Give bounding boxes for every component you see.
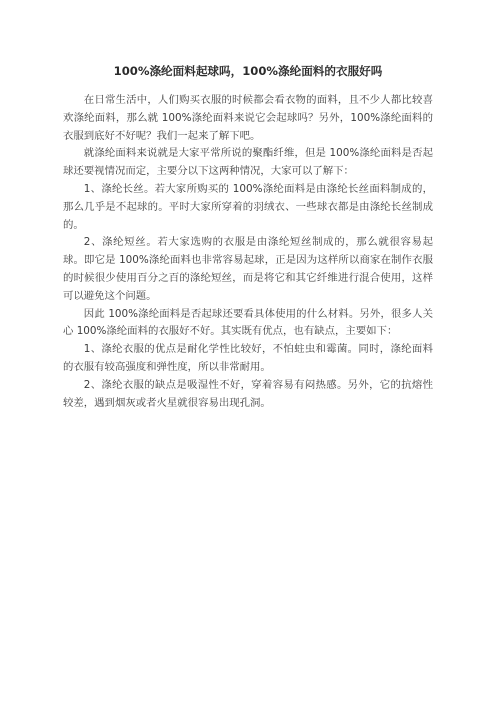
paragraph-staple: 2、涤纶短丝。若大家选购的衣服是由涤纶短丝制成的，那么就很容易起球。即它是 100%涤纶面料也非常容易起球，正是因为这样所以商家在制作衣服的时候很少使用百分之百的涤纶短丝，而是将它和其它纤维进行混合使用，这样可以避免这个问题。 xyxy=(63,236,433,302)
paragraph-filament: 1、涤纶长丝。若大家所购买的 100%涤纶面料是由涤纶长丝面料制成的，那么几乎是不起球的。平时大家所穿着的羽绒衣、一些球衣都是由涤纶长丝制成的。 xyxy=(63,182,433,231)
article-title: 100%涤纶面料起球吗，100%涤纶面料的衣服好吗 xyxy=(113,64,383,78)
paragraph-disadvantages: 2、涤纶衣服的缺点是吸湿性不好，穿着容易有闷热感。另外，它的抗熔性较差，遇到烟灰或者火星就很容易出现孔洞。 xyxy=(63,378,433,409)
paragraph-overview: 就涤纶面料来说就是大家平常所说的聚酯纤维，但是 100%涤纶面料是否起球还要视情况而定，主要分以下这两种情况，大家可以了解下： xyxy=(63,147,433,178)
paragraph-advantages: 1、涤纶衣服的优点是耐化学性比较好，不怕蛀虫和霉菌。同时，涤纶面料的衣服有较高强度和弹性度，所以非常耐用。 xyxy=(63,343,433,373)
paragraph-intro: 在日常生活中，人们购买衣服的时候都会看衣物的面料，且不少人都比较喜欢涤纶面料，那么就 100%涤纶面料来说它会起球吗？另外，100%涤纶面料的衣服到底好不好呢？我们一起来了解下吧。 xyxy=(63,94,433,142)
paragraph-conclusion: 因此 100%涤纶面料是否起球还要看具体使用的什么材料。另外，很多人关心 100%涤纶面料的衣服好不好。其实既有优点，也有缺点，主要如下： xyxy=(63,307,433,338)
